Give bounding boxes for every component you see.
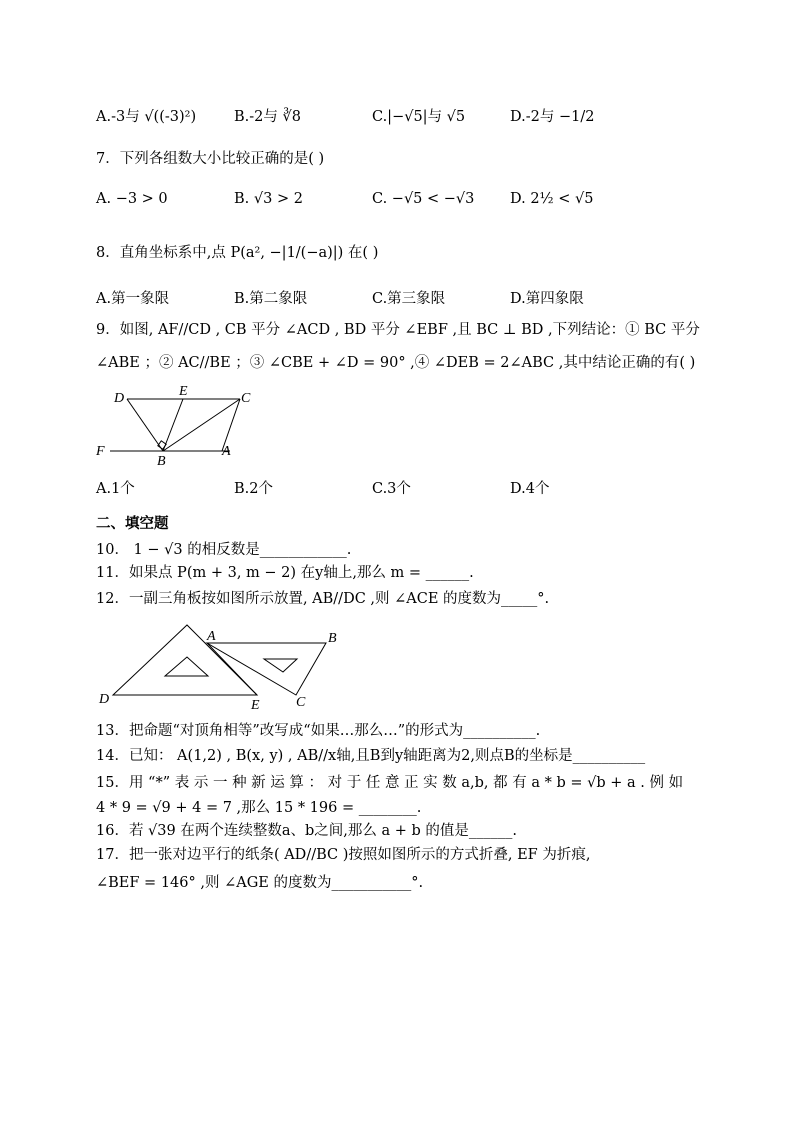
q7-option-d: D. 2½ < √5 [510, 191, 594, 207]
q6-option-b: B.-2与 ∛8 [234, 109, 301, 125]
q7-option-a: A. −3 > 0 [96, 191, 168, 207]
q7-stem: 7．下列各组数大小比较正确的是( ) [96, 151, 325, 167]
q9-option-b: B.2个 [234, 481, 273, 497]
q13: 13．把命题“对顶角相等”改写成“如果…那么…”的形式为__________. [96, 723, 541, 739]
q12-label-c: C [296, 695, 306, 710]
q12-label-d: D [99, 692, 110, 707]
q9-option-d: D.4个 [510, 481, 550, 497]
q15-line2: 4 * 9 = √9 + 4 = 7 ,那么 15 * 196 = ________. [96, 800, 422, 816]
q10: 10． 1 − √3 的相反数是____________. [96, 542, 352, 558]
q9-label-a: A [222, 444, 231, 459]
q9-stem-line2: ∠ABE ；② AC//BE ；③ ∠CBE + ∠D = 90° ,④ ∠DEB = 2∠ABC ,其中结论正确的有( ) [96, 355, 696, 371]
q17-line1: 17．把一张对边平行的纸条( AD//BC )按照如图所示的方式折叠, EF 为折痕, [96, 847, 591, 863]
q9-stem-line1: 9．如图, AF//CD , CB 平分 ∠ACD , BD 平分 ∠EBF ,且 BC ⊥ BD ,下列结论：① BC 平分 [96, 322, 700, 338]
section-title: 二、填空题 [96, 516, 169, 532]
q8-option-c: C.第三象限 [372, 291, 446, 307]
q14: 14．已知： A(1,2) , B(x, y) , AB//x轴,且B到y轴距离为2,则点B的坐标是__________ [96, 748, 646, 764]
q7-option-b: B. √3 > 2 [234, 191, 303, 207]
q9-label-b: B [157, 454, 166, 469]
q16: 16．若 √39 在两个连续整数a、b之间,那么 a + b 的值是______. [96, 823, 518, 839]
q9-option-a: A.1个 [96, 481, 135, 497]
q8-option-d: D.第四象限 [510, 291, 584, 307]
q9-label-f: F [96, 444, 105, 459]
q9-option-c: C.3个 [372, 481, 411, 497]
q17-line2: ∠BEF = 146° ,则 ∠AGE 的度数为___________°. [96, 875, 424, 891]
q6-option-a: A.-3与 √((-3)²) [96, 109, 197, 125]
q12: 12．一副三角板按如图所示放置, AB//DC ,则 ∠ACE 的度数为_____°. [96, 591, 550, 607]
q6-option-d: D.-2与 −1/2 [510, 109, 595, 125]
q12-label-a: A [207, 629, 216, 644]
q9-label-d: D [114, 391, 125, 406]
q8-option-a: A.第一象限 [96, 291, 170, 307]
q12-label-b: B [328, 631, 337, 646]
q6-option-c: C.|−√5|与 √5 [372, 109, 466, 125]
q8-option-b: B.第二象限 [234, 291, 308, 307]
q8-stem: 8．直角坐标系中,点 P(a², −|1/(−a)|) 在( ) [96, 245, 379, 261]
q9-label-e: E [179, 384, 188, 399]
q7-option-c: C. −√5 < −√3 [372, 191, 475, 207]
q9-label-c: C [241, 391, 251, 406]
q12-label-e: E [251, 698, 260, 713]
q15-line1: 15．用 “*” 表 示 一 种 新 运 算 ： 对 于 任 意 正 实 数 a,b, 都 有 a * b = √b + a . 例 如 [96, 775, 684, 791]
q11: 11．如果点 P(m + 3, m − 2) 在y轴上,那么 m = ______. [96, 565, 474, 581]
